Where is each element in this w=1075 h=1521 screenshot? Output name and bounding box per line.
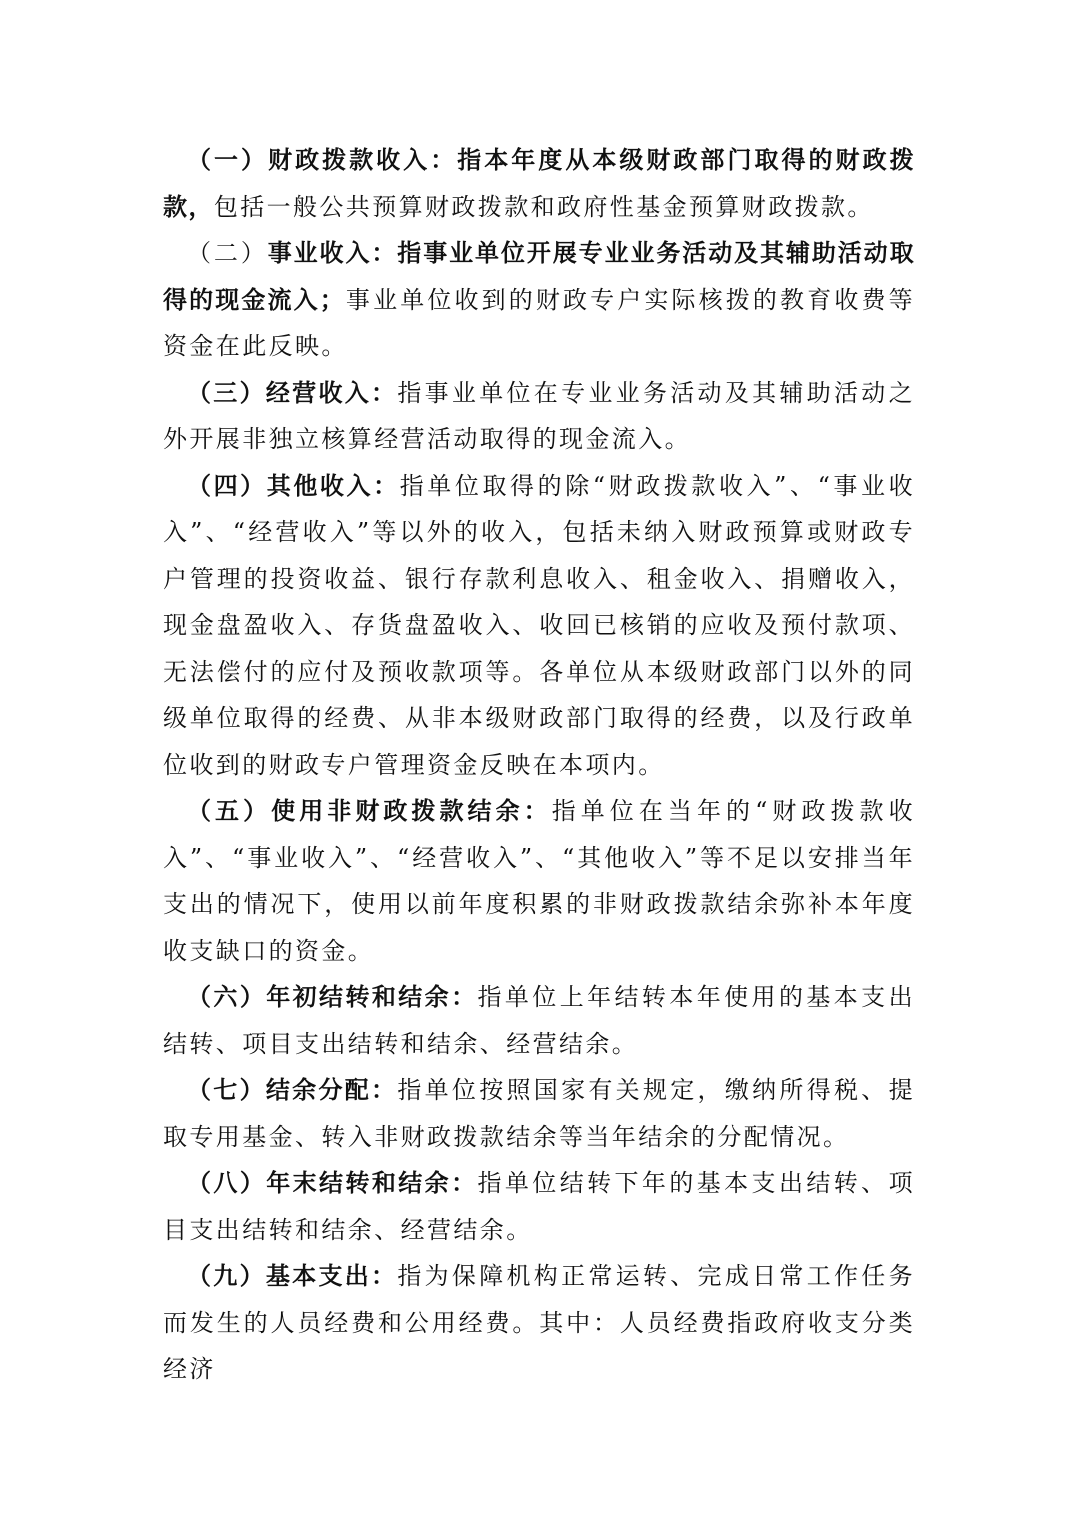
paragraph-term: （四）其他收入：: [187, 470, 400, 500]
paragraph-7: [163, 1067, 915, 1160]
paragraph-text: 指单位结转下年的基本支出结转、项目支出结转和结余、经营结余。: [163, 1169, 915, 1244]
paragraph-term: （五）使用非财政拨款结余：: [187, 796, 552, 825]
paragraph-term: （七）结余分配：: [187, 1075, 398, 1104]
paragraph-text: 指单位在当年的“财政拨款收入”、“事业收入”、“经营收入”、“其他收入”等不足以安排当年支出的情况下，使用以前年度积累的非财政拨款结余弥补本年度收支缺口的资金。: [163, 797, 916, 965]
paragraph-term: （九）基本支出：: [187, 1261, 398, 1290]
paragraph-1: [163, 137, 915, 230]
paragraph-9: [163, 1253, 915, 1393]
paragraph-8: [163, 1160, 915, 1253]
paragraph-4: [163, 463, 915, 789]
paragraph-6: [163, 974, 915, 1067]
paragraph-text: 指单位取得的除“财政拨款收入”、“事业收入”、“经营收入”等以外的收入，包括未纳入财政预算或财政专户管理的投资收益、银行存款利息收入、租金收入、捐赠收入，现金盘盈收入、存货盘盈收入、收回已核销的应收及预付款项、无法偿付的应付及预收款项等。各单位从本级财政部门以外的同级单位取得的经费、从非本级财政部门取得的经费，以及行政单位收到的财政专户管理资金反映在本项内。: [163, 471, 916, 779]
paragraph-term: （一）财政拨款收入：: [187, 145, 458, 174]
paragraph-3: [163, 370, 915, 463]
paragraph-text: 指单位上年结转本年使用的基本支出结转、项目支出结转和结余、经营结余。: [163, 983, 915, 1058]
paragraph-text-continued: 包括一般公共预算财政拨款和政府性基金预算财政拨款。: [213, 192, 874, 221]
paragraph-term: （二）: [187, 239, 268, 267]
paragraph-text: 指单位按照国家有关规定，缴纳所得税、提取专用基金、转入非财政拨款结余等当年结余的分配情况。: [163, 1076, 915, 1151]
paragraph-2: [163, 230, 915, 370]
paragraph-5: [163, 788, 915, 974]
paragraph-text: 指为保障机构正常运转、完成日常工作任务而发生的人员经费和公用经费。其中：人员经费指政府收支分类经济: [163, 1262, 915, 1383]
paragraph-term: （三）经营收入：: [187, 377, 398, 407]
paragraph-text: 指事业单位在专业业务活动及其辅助活动之外开展非独立核算经营活动取得的现金流入。: [163, 378, 915, 453]
document-page: [163, 137, 915, 1393]
paragraph-text: 事业单位收到的财政专户实际核拨的教育收费等资金在此反映。: [163, 285, 915, 360]
paragraph-term: （八）年末结转和结余：: [187, 1168, 478, 1197]
paragraph-term: （六）年初结转和结余：: [187, 982, 478, 1011]
paragraph-text: 指本年度从本级财政部门取得的财政拨款，: [163, 145, 915, 221]
paragraph-term-continued: 事业收入：指事业单位开展专业业务活动及其辅助活动取得的现金流入；: [163, 238, 915, 314]
